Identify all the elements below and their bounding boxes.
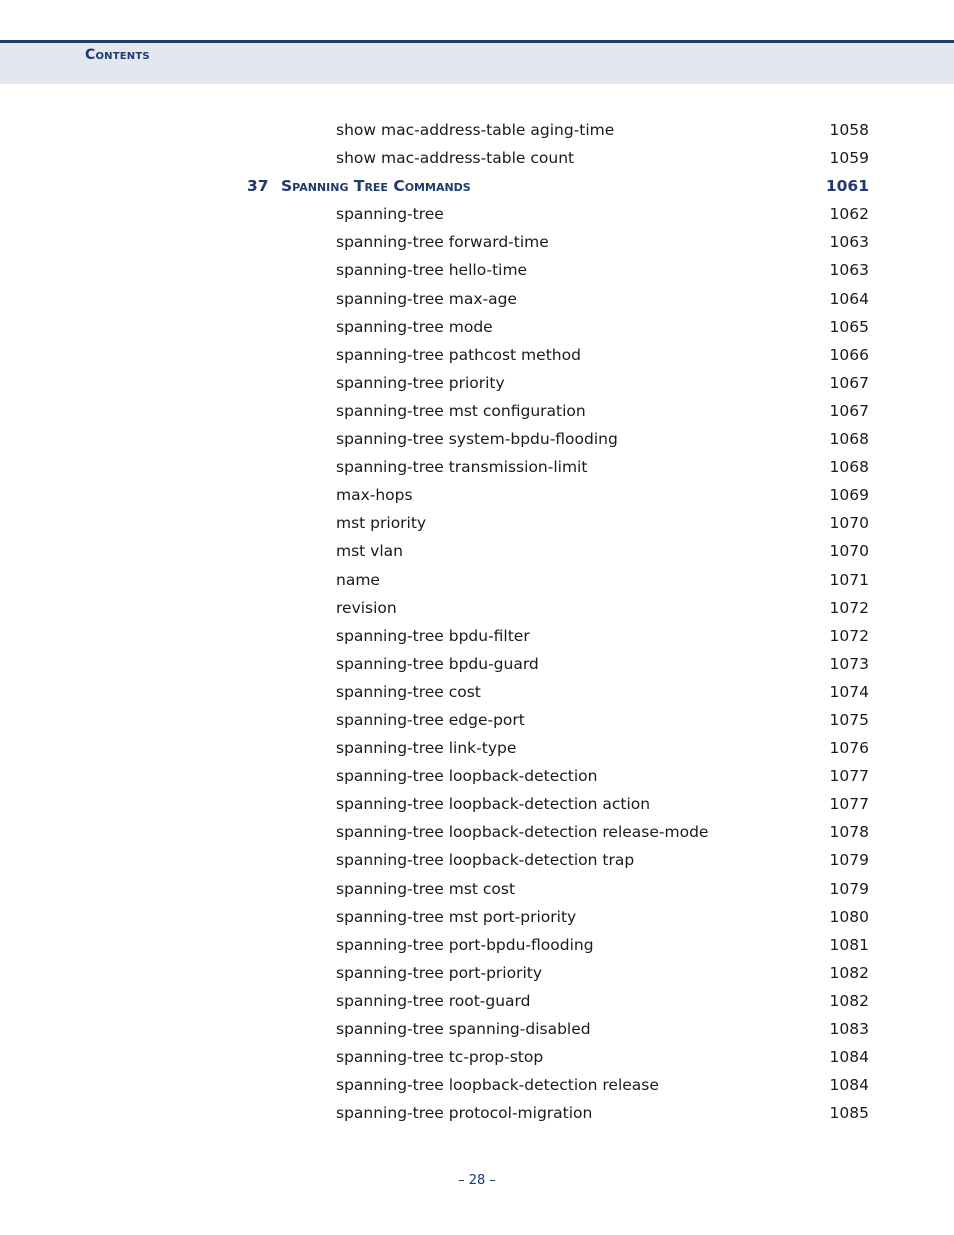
toc-entry-label: spanning-tree system-bpdu-flooding — [336, 430, 618, 449]
toc-entry-page: 1084 — [829, 1048, 869, 1067]
toc-entry-page: 1072 — [829, 598, 869, 617]
toc-entry-page: 1077 — [829, 795, 869, 814]
toc-entry-page: 1079 — [829, 851, 869, 870]
toc-entry-label: spanning-tree link-type — [336, 739, 517, 758]
toc-entry-label: mst vlan — [336, 542, 403, 561]
toc-entry[interactable] — [0, 734, 954, 762]
toc-entry-label: spanning-tree pathcost method — [336, 345, 581, 364]
toc-entry[interactable] — [0, 509, 954, 537]
toc-entry[interactable] — [0, 931, 954, 959]
toc-entry-label: spanning-tree loopback-detection — [336, 767, 598, 786]
toc-entry-label: spanning-tree edge-port — [336, 710, 525, 729]
toc-entry-page: 1063 — [829, 233, 869, 252]
toc-entry[interactable] — [0, 144, 954, 172]
toc-entry-page: 1085 — [829, 1104, 869, 1123]
toc-entry-label: spanning-tree loopback-detection action — [336, 795, 651, 814]
toc-entry-page: 1081 — [829, 935, 869, 954]
toc-entry-label: spanning-tree loopback-detection trap — [336, 851, 635, 870]
toc-entry-page: 1080 — [829, 907, 869, 926]
toc-entry[interactable] — [0, 594, 954, 622]
toc-entry-label: spanning-tree max-age — [336, 289, 517, 308]
toc-entry[interactable] — [0, 481, 954, 509]
toc-entry[interactable] — [0, 622, 954, 650]
toc-entry[interactable] — [0, 706, 954, 734]
toc-entry-label: name — [336, 570, 380, 589]
toc-entry-page: 1070 — [829, 514, 869, 533]
toc-entry[interactable] — [0, 537, 954, 565]
toc-entry-label: spanning-tree protocol-migration — [336, 1104, 593, 1123]
toc-entry-page: 1083 — [829, 1020, 869, 1038]
toc-entry-page: 1068 — [829, 430, 869, 449]
toc-entry[interactable] — [0, 1099, 954, 1127]
toc-entry-page: 1082 — [829, 963, 869, 982]
toc-entry-page: 1069 — [829, 486, 869, 505]
toc-entry-page: 1062 — [829, 205, 869, 224]
toc-entries — [0, 200, 954, 1127]
toc-entry-label: spanning-tree bpdu-guard — [336, 654, 539, 673]
toc-entry-page: 1076 — [829, 739, 869, 758]
page-header — [0, 40, 954, 84]
toc-entry-label: spanning-tree root-guard — [336, 991, 531, 1010]
toc-entry-page: 1077 — [829, 767, 869, 786]
toc-entry-label: spanning-tree port-priority — [336, 963, 543, 982]
toc-entry[interactable] — [0, 1043, 954, 1071]
toc-entry[interactable] — [0, 790, 954, 818]
page-number: – 28 – — [458, 1173, 496, 1188]
toc-entry-page: 1079 — [829, 879, 869, 898]
toc-entry[interactable] — [0, 397, 954, 425]
table-of-contents — [0, 116, 954, 1127]
chapter-title: Spanning Tree Commands — [281, 177, 471, 196]
toc-entry-label: spanning-tree mst configuration — [336, 401, 586, 420]
toc-entry-page: 1072 — [829, 626, 869, 645]
toc-entry[interactable] — [0, 818, 954, 846]
toc-entry-page: 1064 — [829, 289, 869, 308]
toc-entry-label: mst priority — [336, 514, 427, 533]
toc-entry-label: spanning-tree tc-prop-stop — [336, 1048, 544, 1067]
toc-entry-page: 1067 — [829, 373, 869, 392]
chapter-number: 37 — [247, 177, 269, 196]
toc-entry[interactable] — [0, 1071, 954, 1099]
toc-entry-page: 1075 — [829, 710, 869, 729]
toc-entry-page: 1078 — [829, 823, 869, 842]
toc-entry[interactable] — [0, 987, 954, 1015]
toc-entry[interactable] — [0, 256, 954, 284]
toc-entry[interactable] — [0, 453, 954, 481]
toc-entry-label: spanning-tree forward-time — [336, 233, 549, 252]
toc-entry[interactable] — [0, 762, 954, 790]
toc-entry-label: spanning-tree mst port-priority — [336, 907, 577, 926]
toc-entry-label: spanning-tree loopback-detection release-mode — [336, 823, 709, 842]
toc-entry[interactable] — [0, 285, 954, 313]
toc-entry-page: 1074 — [829, 682, 869, 701]
toc-entry-page: 1084 — [829, 1076, 869, 1095]
toc-entry[interactable] — [0, 369, 954, 397]
toc-entry[interactable] — [0, 313, 954, 341]
toc-entry-label: spanning-tree mst cost — [336, 879, 516, 898]
toc-entry-page: 1071 — [829, 570, 869, 589]
toc-entry-page: 1068 — [829, 458, 869, 477]
toc-entry-page: 1070 — [829, 542, 869, 561]
toc-entry-page: 1067 — [829, 401, 869, 420]
toc-entry[interactable] — [0, 678, 954, 706]
toc-entry-label: spanning-tree bpdu-filter — [336, 626, 530, 645]
toc-entry-page: 1073 — [829, 654, 869, 673]
header-title: Contents — [85, 47, 150, 63]
toc-entry-label: spanning-tree mode — [336, 317, 493, 336]
toc-entry-label: max-hops — [336, 486, 413, 505]
toc-entry-label: spanning-tree port-bpdu-flooding — [336, 935, 594, 954]
toc-entry-label: spanning-tree loopback-detection release — [336, 1076, 659, 1095]
toc-entry[interactable] — [0, 566, 954, 594]
toc-entry-label: revision — [336, 598, 397, 617]
toc-entry-page: 1065 — [829, 317, 869, 336]
toc-entry[interactable] — [0, 116, 954, 144]
toc-entry[interactable] — [0, 425, 954, 453]
toc-entry-label: spanning-tree — [336, 205, 444, 224]
toc-entry-page: 1082 — [829, 991, 869, 1010]
toc-entry[interactable] — [0, 959, 954, 987]
toc-entry-label: show mac-address-table count — [336, 149, 575, 168]
toc-entry[interactable] — [0, 875, 954, 903]
toc-entry[interactable] — [0, 200, 954, 228]
toc-entry[interactable] — [0, 1015, 954, 1043]
toc-entry-label: spanning-tree priority — [336, 373, 505, 392]
chapter-page: 1061 — [825, 177, 869, 196]
toc-entry-label: spanning-tree hello-time — [336, 261, 528, 280]
toc-entry[interactable] — [0, 228, 954, 256]
toc-chapter-heading[interactable] — [0, 172, 954, 200]
toc-entry[interactable] — [0, 903, 954, 931]
toc-entry[interactable] — [0, 650, 954, 678]
toc-entry-label: spanning-tree cost — [336, 682, 481, 701]
toc-entries-before — [0, 116, 954, 172]
toc-entry-label: spanning-tree transmission-limit — [336, 458, 588, 477]
toc-entry-page: 1066 — [829, 345, 869, 364]
toc-entry-page: 1059 — [829, 149, 869, 168]
toc-entry[interactable] — [0, 846, 954, 874]
toc-entry-label: spanning-tree spanning-disabled — [336, 1020, 591, 1038]
toc-entry-page: 1063 — [829, 261, 869, 280]
toc-entry-page: 1058 — [829, 121, 869, 139]
toc-entry-label: show mac-address-table aging-time — [336, 121, 615, 139]
toc-entry[interactable] — [0, 341, 954, 369]
